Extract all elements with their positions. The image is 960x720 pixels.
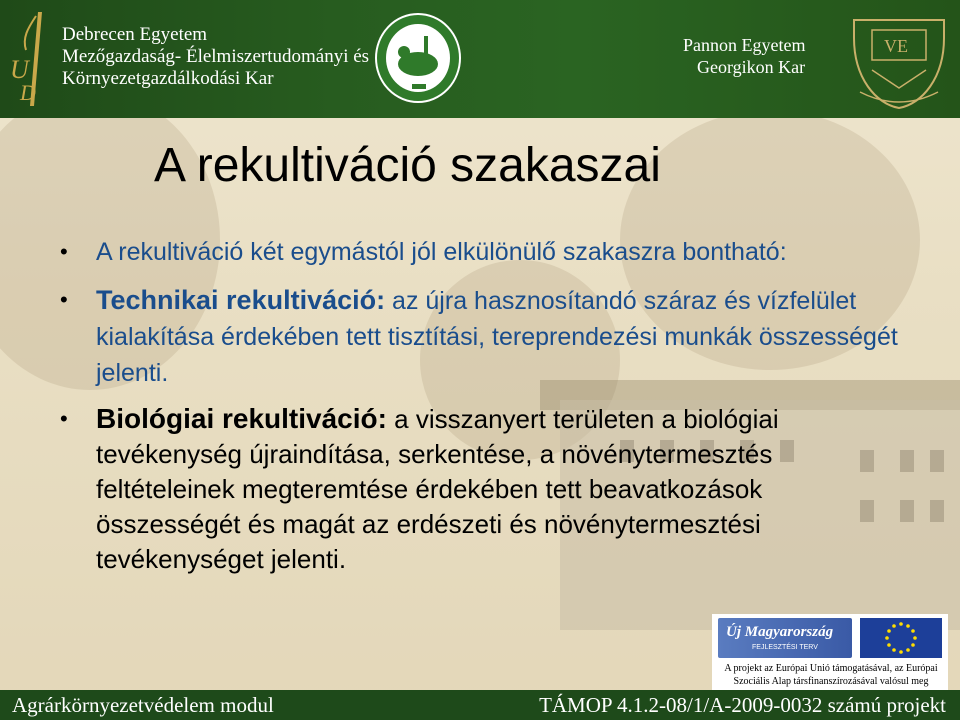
eu-support-box xyxy=(712,614,948,690)
svg-text:U: U xyxy=(10,55,29,84)
pannon-university-seal-icon xyxy=(846,8,952,112)
faculty-seal-icon xyxy=(374,12,462,104)
footer-bar xyxy=(0,690,960,720)
bullet-text: az újra hasznosítandó száraz és vízfelület kialakítása érdekében tett tisztítási, tereprendezési munkák összességét jelenti. xyxy=(96,287,898,387)
bullet-text: a visszanyert területen a biológiai tevékenység újraindítása, serkentése, a növénytermesztés feltételeinek megteremtése érdekében tett beavatkozások összességét és magát az erdészeti és növénytermesztési tevékenységet jelenti. xyxy=(96,404,779,574)
uj-magyarorszag-title: Új Magyarország xyxy=(726,624,834,640)
bullet-dot-icon: • xyxy=(60,287,68,312)
svg-text:D: D xyxy=(20,80,36,105)
header-left-line: Debrecen Egyetem xyxy=(62,24,208,45)
uj-magyarorszag-logo xyxy=(718,618,852,658)
eu-caption xyxy=(716,662,946,688)
footer-module-name: Agrárkörnyezetvédelem modul xyxy=(12,693,274,717)
header-left-line: Mezőgazdaság- Élelmiszertudományi és xyxy=(62,46,370,67)
debrecen-university-logo xyxy=(8,8,54,110)
bullet-term: Biológiai rekultiváció: xyxy=(96,403,387,434)
seal-text: VE xyxy=(884,36,908,56)
pannon-faculty-name xyxy=(683,34,805,78)
bullet-item xyxy=(60,282,900,391)
debrecen-faculty-name xyxy=(62,24,369,90)
header-right-line: Georgikon Kar xyxy=(697,57,806,77)
slide-title: A rekultiváció szakaszai xyxy=(154,139,661,192)
eu-caption-line: A projekt az Európai Unió támogatásával, az Európai xyxy=(724,663,938,674)
bullet-item xyxy=(60,401,900,577)
bullet-text: A rekultiváció két egymástól jól elkülönülő szakaszra bontható: xyxy=(96,238,787,266)
uj-magyarorszag-subtitle: FEJLESZTÉSI TERV xyxy=(752,644,818,651)
header-left-line: Környezetgazdálkodási Kar xyxy=(62,68,274,89)
bullet-list xyxy=(60,234,900,577)
footer-project-id: TÁMOP 4.1.2-08/1/A-2009-0032 számú projekt xyxy=(539,693,946,717)
bullet-dot-icon: • xyxy=(60,406,68,431)
header-right-line: Pannon Egyetem xyxy=(683,35,806,55)
bullet-term: Technikai rekultiváció: xyxy=(96,285,386,315)
header-banner xyxy=(0,0,960,118)
bullet-item xyxy=(60,234,900,270)
eu-caption-line: Szociális Alap társfinanszírozásával valósul meg xyxy=(733,676,929,687)
eu-flag-icon xyxy=(860,618,942,658)
bullet-dot-icon: • xyxy=(60,239,68,264)
